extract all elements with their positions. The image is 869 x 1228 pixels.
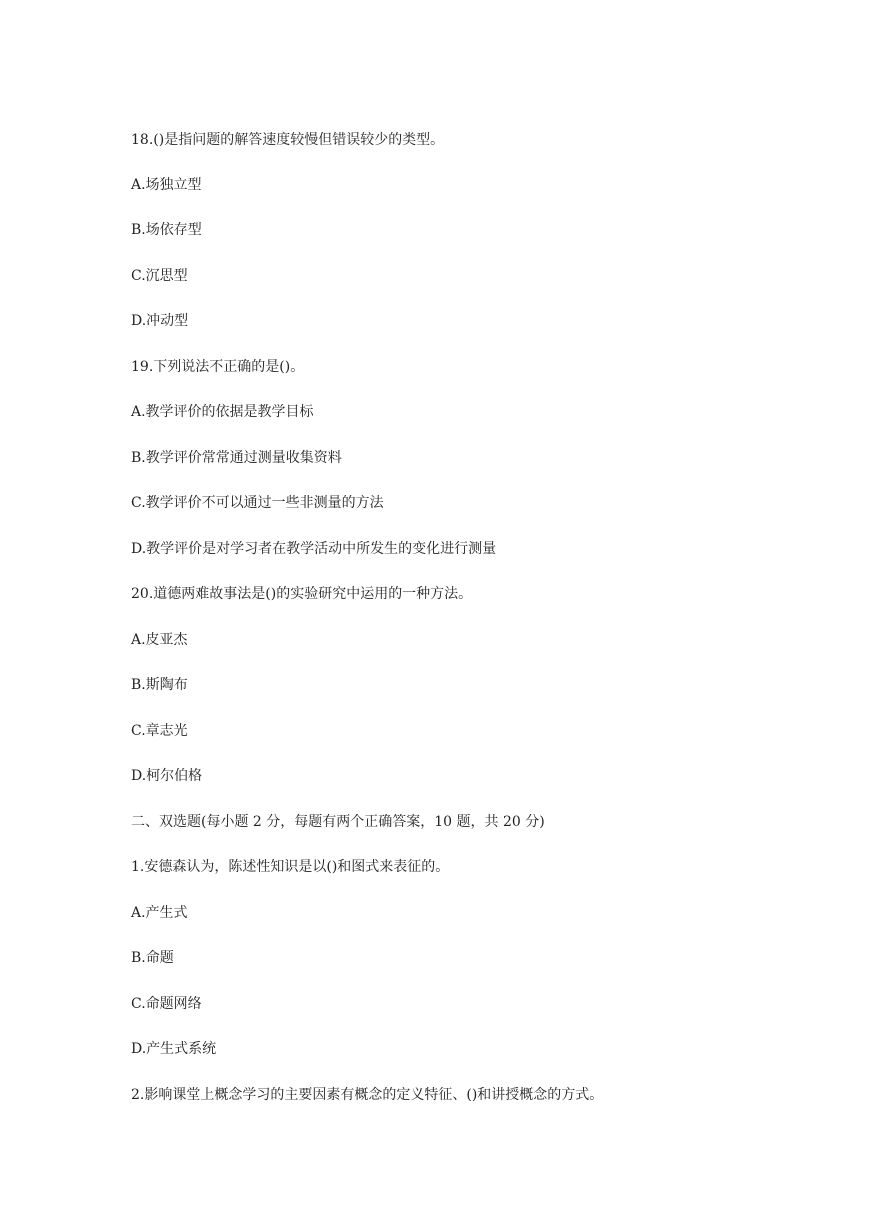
double-question-1-option-b: B.命题 bbox=[131, 950, 174, 966]
double-question-1-option-d: D.产生式系统 bbox=[131, 1041, 217, 1057]
question-20-option-a: A.皮亚杰 bbox=[131, 632, 188, 648]
question-19-option-b: B.教学评价常常通过测量收集资料 bbox=[131, 450, 342, 466]
question-18-option-c: C.沉思型 bbox=[131, 268, 188, 284]
double-question-1: 1.安德森认为，陈述性知识是以()和图式来表征的。 bbox=[131, 859, 450, 875]
question-19: 19.下列说法不正确的是()。 bbox=[131, 359, 305, 375]
question-20: 20.道德两难故事法是()的实验研究中运用的一种方法。 bbox=[131, 586, 473, 602]
question-18-option-d: D.冲动型 bbox=[131, 313, 189, 329]
question-20-option-d: D.柯尔伯格 bbox=[131, 768, 203, 784]
section-heading-double-choice: 二、双选题(每小题 2 分，每题有两个正确答案，10 题，共 20 分) bbox=[131, 814, 545, 830]
question-20-option-c: C.章志光 bbox=[131, 723, 188, 739]
question-20-option-b: B.斯陶布 bbox=[131, 677, 188, 693]
question-19-option-c: C.教学评价不可以通过一些非测量的方法 bbox=[131, 495, 384, 511]
double-question-1-option-c: C.命题网络 bbox=[131, 996, 202, 1012]
question-19-option-d: D.教学评价是对学习者在教学活动中所发生的变化进行测量 bbox=[131, 541, 497, 557]
question-18-option-b: B.场依存型 bbox=[131, 222, 202, 238]
double-question-2: 2.影响课堂上概念学习的主要因素有概念的定义特征、()和讲授概念的方式。 bbox=[131, 1087, 604, 1103]
question-18-option-a: A.场独立型 bbox=[131, 177, 202, 193]
double-question-1-option-a: A.产生式 bbox=[131, 905, 188, 921]
question-18: 18.()是指问题的解答速度较慢但错误较少的类型。 bbox=[131, 132, 445, 148]
question-19-option-a: A.教学评价的依据是教学目标 bbox=[131, 404, 314, 420]
